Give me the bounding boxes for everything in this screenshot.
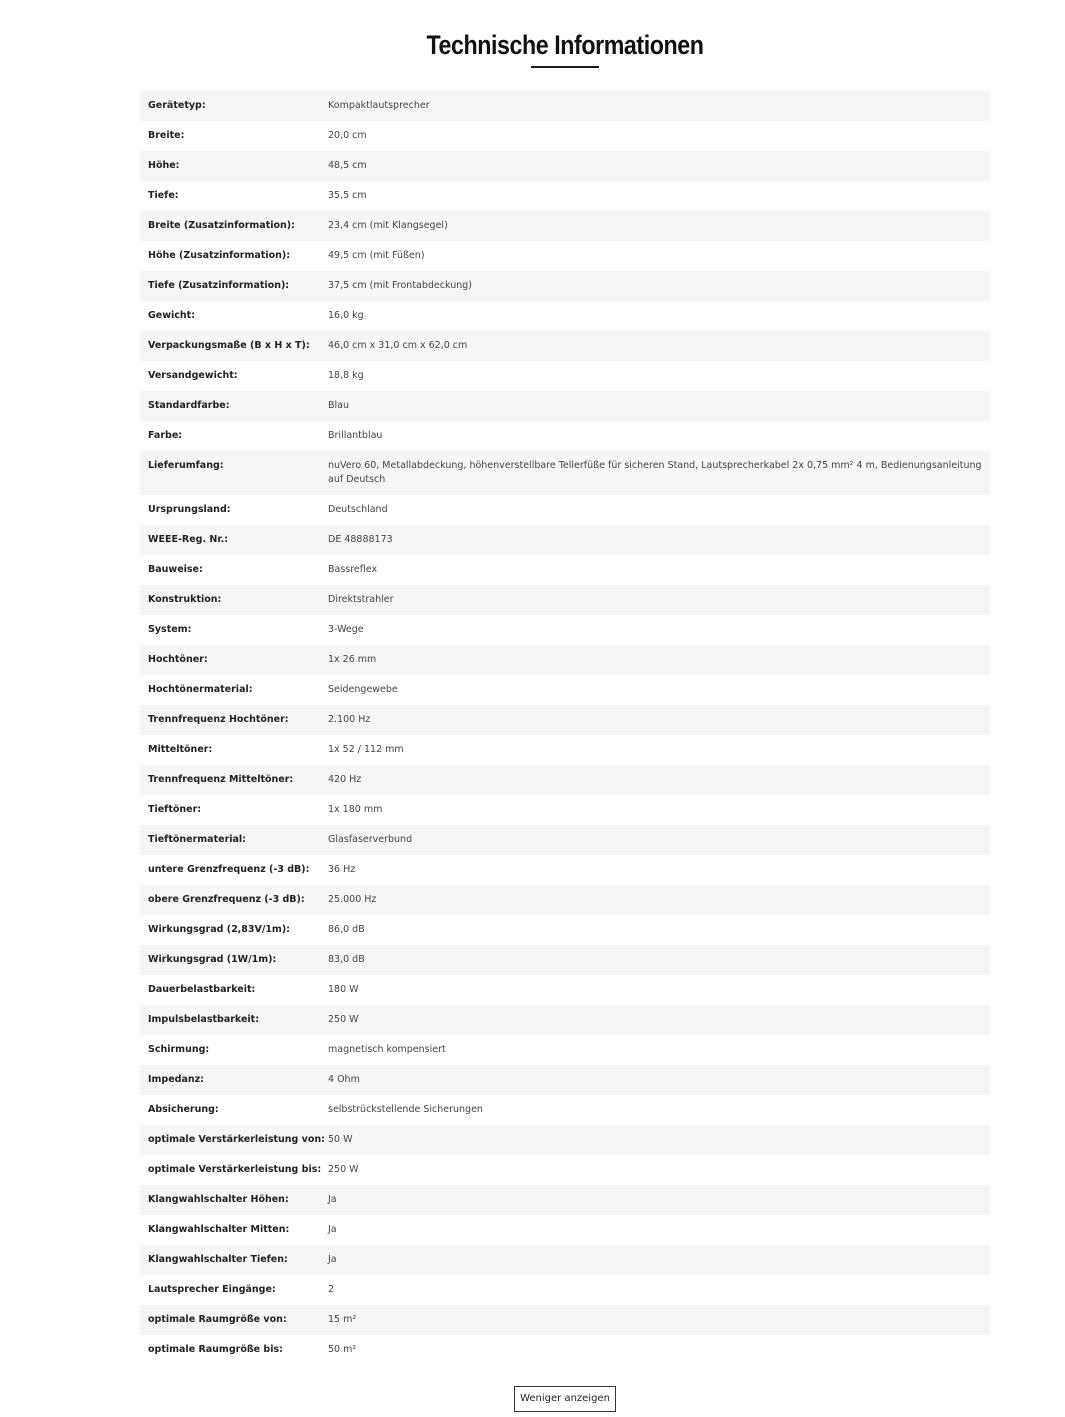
spec-value: 86,0 dB bbox=[328, 924, 365, 935]
spec-label: Hochtönermaterial: bbox=[148, 684, 253, 695]
spec-row bbox=[140, 121, 990, 151]
spec-value: 50 m² bbox=[328, 1344, 357, 1355]
spec-label: Wirkungsgrad (1W/1m): bbox=[148, 954, 277, 965]
spec-row bbox=[140, 301, 990, 331]
spec-row bbox=[140, 585, 990, 615]
spec-label: Trennfrequenz Mitteltöner: bbox=[148, 774, 294, 785]
spec-label: Dauerbelastbarkeit: bbox=[148, 984, 256, 995]
spec-label: untere Grenzfrequenz (-3 dB): bbox=[148, 864, 310, 875]
spec-row bbox=[140, 1215, 990, 1245]
spec-label: optimale Raumgröße von: bbox=[148, 1314, 287, 1325]
spec-row bbox=[140, 151, 990, 181]
spec-row bbox=[140, 451, 990, 495]
spec-label: Breite: bbox=[148, 130, 185, 141]
spec-label: System: bbox=[148, 624, 192, 635]
spec-table bbox=[140, 91, 990, 1365]
spec-label: Konstruktion: bbox=[148, 594, 222, 605]
spec-value: Deutschland bbox=[328, 504, 388, 515]
spec-label: Tiefe: bbox=[148, 190, 179, 201]
spec-row bbox=[140, 495, 990, 525]
spec-value: magnetisch kompensiert bbox=[328, 1044, 446, 1055]
spec-row bbox=[140, 525, 990, 555]
spec-label: Versandgewicht: bbox=[148, 370, 238, 381]
spec-value: 20,0 cm bbox=[328, 130, 367, 141]
spec-row bbox=[140, 331, 990, 361]
spec-label: Höhe (Zusatzinformation): bbox=[148, 250, 291, 261]
spec-value: Brillantblau bbox=[328, 430, 383, 441]
spec-row bbox=[140, 181, 990, 211]
spec-label: optimale Verstärkerleistung von: bbox=[148, 1134, 325, 1145]
spec-value: 18,8 kg bbox=[328, 370, 364, 381]
spec-label: Lautsprecher Eingänge: bbox=[148, 1284, 276, 1295]
spec-value: 1x 180 mm bbox=[328, 804, 383, 815]
spec-value: Blau bbox=[328, 400, 349, 411]
spec-row bbox=[140, 975, 990, 1005]
spec-row bbox=[140, 1065, 990, 1095]
spec-value: 23,4 cm (mit Klangsegel) bbox=[328, 220, 448, 231]
spec-row bbox=[140, 1035, 990, 1065]
spec-row bbox=[140, 211, 990, 241]
spec-label: Mitteltöner: bbox=[148, 744, 213, 755]
spec-value: 1x 26 mm bbox=[328, 654, 377, 665]
spec-row bbox=[140, 885, 990, 915]
spec-row bbox=[140, 1155, 990, 1185]
spec-label: Hochtöner: bbox=[148, 654, 208, 665]
spec-row bbox=[140, 795, 990, 825]
spec-label: WEEE-Reg. Nr.: bbox=[148, 534, 229, 545]
spec-label: Absicherung: bbox=[148, 1104, 219, 1115]
spec-value: Bassreflex bbox=[328, 564, 378, 575]
spec-value: Seidengewebe bbox=[328, 684, 398, 695]
spec-label: Trennfrequenz Hochtöner: bbox=[148, 714, 289, 725]
spec-row bbox=[140, 735, 990, 765]
spec-label: Klangwahlschalter Tiefen: bbox=[148, 1254, 288, 1265]
spec-row bbox=[140, 615, 990, 645]
spec-table-body bbox=[140, 91, 990, 1365]
spec-row bbox=[140, 1335, 990, 1365]
spec-value: Kompaktlautsprecher bbox=[328, 100, 430, 111]
spec-value: 35,5 cm bbox=[328, 190, 367, 201]
spec-value: selbstrückstellende Sicherungen bbox=[328, 1104, 483, 1115]
spec-label: Tiefe (Zusatzinformation): bbox=[148, 280, 290, 291]
spec-row bbox=[140, 361, 990, 391]
spec-label: Breite (Zusatzinformation): bbox=[148, 220, 295, 231]
spec-value: DE 48888173 bbox=[328, 534, 393, 545]
spec-row bbox=[140, 705, 990, 735]
spec-value: 1x 52 / 112 mm bbox=[328, 744, 404, 755]
spec-row bbox=[140, 1185, 990, 1215]
spec-value: Ja bbox=[328, 1224, 337, 1235]
spec-row bbox=[140, 1125, 990, 1155]
spec-value: 16,0 kg bbox=[328, 310, 364, 321]
spec-label: Klangwahlschalter Höhen: bbox=[148, 1194, 289, 1205]
spec-value: 36 Hz bbox=[328, 864, 356, 875]
spec-row bbox=[140, 825, 990, 855]
spec-value: 2.100 Hz bbox=[328, 714, 371, 725]
spec-row bbox=[140, 555, 990, 585]
spec-label: Farbe: bbox=[148, 430, 183, 441]
spec-label: optimale Verstärkerleistung bis: bbox=[148, 1164, 322, 1175]
spec-value: 180 W bbox=[328, 984, 359, 995]
spec-label: obere Grenzfrequenz (-3 dB): bbox=[148, 894, 305, 905]
spec-value: 3-Wege bbox=[328, 624, 364, 635]
spec-label: Bauweise: bbox=[148, 564, 203, 575]
spec-value: Direktstrahler bbox=[328, 594, 394, 605]
spec-label: Ursprungsland: bbox=[148, 504, 231, 515]
spec-value: Ja bbox=[328, 1194, 337, 1205]
spec-value: 37,5 cm (mit Frontabdeckung) bbox=[328, 280, 472, 291]
spec-value: 50 W bbox=[328, 1134, 353, 1145]
spec-label: Wirkungsgrad (2,83V/1m): bbox=[148, 924, 290, 935]
spec-row bbox=[140, 645, 990, 675]
spec-label: Gerätetyp: bbox=[148, 100, 206, 111]
title-underline bbox=[531, 66, 599, 68]
spec-value: 48,5 cm bbox=[328, 160, 367, 171]
spec-label: Verpackungsmaße (B x H x T): bbox=[148, 340, 310, 351]
spec-row bbox=[140, 91, 990, 121]
spec-row bbox=[140, 1275, 990, 1305]
spec-label: Klangwahlschalter Mitten: bbox=[148, 1224, 290, 1235]
spec-row bbox=[140, 391, 990, 421]
spec-value: Glasfaserverbund bbox=[328, 834, 413, 845]
spec-value: 420 Hz bbox=[328, 774, 362, 785]
show-less-button[interactable]: Weniger anzeigen bbox=[514, 1386, 616, 1412]
spec-value: nuVero 60, Metallabdeckung, höhenverstellbare Tellerfüße für sicheren Stand, Lautsprecherkabel 2x 0,75 mm² 4 m, Bedienungsanleitung auf Deutsch bbox=[328, 460, 982, 485]
spec-value: 15 m² bbox=[328, 1314, 357, 1325]
spec-value: 83,0 dB bbox=[328, 954, 365, 965]
spec-value: Ja bbox=[328, 1254, 337, 1265]
spec-label: Impedanz: bbox=[148, 1074, 204, 1085]
spec-value: 25.000 Hz bbox=[328, 894, 377, 905]
spec-row bbox=[140, 765, 990, 795]
spec-label: Lieferumfang: bbox=[148, 460, 224, 471]
spec-value: 250 W bbox=[328, 1014, 359, 1025]
spec-row bbox=[140, 1305, 990, 1335]
spec-row bbox=[140, 421, 990, 451]
spec-label: Tieftöner: bbox=[148, 804, 202, 815]
spec-row bbox=[140, 945, 990, 975]
spec-value: 4 Ohm bbox=[328, 1074, 360, 1085]
spec-row bbox=[140, 1095, 990, 1125]
spec-label: Schirmung: bbox=[148, 1044, 210, 1055]
spec-label: Höhe: bbox=[148, 160, 180, 171]
spec-value: 250 W bbox=[328, 1164, 359, 1175]
spec-row bbox=[140, 855, 990, 885]
spec-row bbox=[140, 1245, 990, 1275]
spec-value: 49,5 cm (mit Füßen) bbox=[328, 250, 425, 261]
spec-row bbox=[140, 915, 990, 945]
page-title: Technische Informationen bbox=[426, 30, 704, 60]
spec-label: Impulsbelastbarkeit: bbox=[148, 1014, 260, 1025]
spec-label: Gewicht: bbox=[148, 310, 196, 321]
spec-label: optimale Raumgröße bis: bbox=[148, 1344, 283, 1355]
spec-label: Tieftönermaterial: bbox=[148, 834, 246, 845]
spec-row bbox=[140, 271, 990, 301]
spec-value: 46,0 cm x 31,0 cm x 62,0 cm bbox=[328, 340, 468, 351]
spec-row bbox=[140, 1005, 990, 1035]
spec-label: Standardfarbe: bbox=[148, 400, 230, 411]
spec-row bbox=[140, 675, 990, 705]
spec-row bbox=[140, 241, 990, 271]
spec-value: 2 bbox=[328, 1284, 335, 1295]
